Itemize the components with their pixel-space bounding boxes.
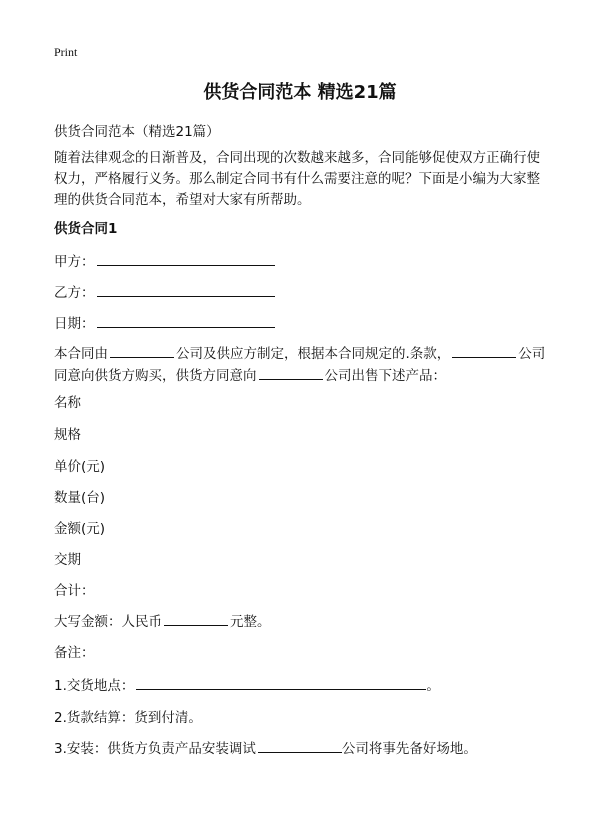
remarks-label: 备注： (54, 645, 95, 661)
term-payment: 2.货款结算：货到付清。 (54, 710, 202, 726)
party-a-label: 甲方： (54, 254, 95, 270)
intro-paragraph: 随着法律观念的日渐普及，合同出现的次数越来越多，合同能够促使双方正确行使权力，严格履行义务。那么制定合同书有什么需要注意的呢？下面是小编为大家整理的供货合同范本，希望对大家有所帮助。 (54, 150, 540, 208)
amount-blank (164, 611, 228, 626)
install-prefix: 3.安装：供货方负责产品安装调试 (54, 741, 256, 757)
term-delivery-location (54, 674, 440, 694)
install-suffix: 公司将事先备好场地。 (341, 741, 477, 757)
product-field-amount: 金额(元) (54, 521, 106, 537)
party-a-field (54, 250, 275, 270)
term-installation (54, 737, 477, 757)
agreement-blank-1 (110, 343, 174, 358)
document-subtitle: 供货合同范本（精选21篇） (54, 124, 220, 140)
date-field (54, 312, 275, 332)
delivery-suffix: 。 (426, 678, 440, 694)
party-b-blank (97, 282, 275, 297)
agreement-text-4: 公司出售下述产品： (324, 368, 446, 384)
date-blank (97, 313, 275, 328)
section-heading: 供货合同1 (54, 221, 118, 237)
party-a-blank (97, 251, 275, 266)
amount-line (54, 610, 271, 630)
agreement-blank-2 (452, 343, 516, 358)
product-field-name: 名称 (54, 395, 81, 411)
agreement-blank-3 (259, 365, 323, 380)
delivery-blank (136, 675, 426, 690)
agreement-paragraph (54, 343, 550, 387)
agreement-text-2: 公司及供应方制定，根据本合同规定的.条款， (176, 346, 451, 362)
product-field-quantity: 数量(台) (54, 490, 106, 506)
amount-suffix: 元整。 (230, 614, 271, 630)
product-field-unit-price: 单价(元) (54, 459, 106, 475)
date-label: 日期： (54, 316, 95, 332)
total-label: 合计： (54, 583, 95, 599)
delivery-prefix: 1.交货地点： (54, 678, 135, 694)
party-b-label: 乙方： (54, 285, 95, 301)
agreement-text-3: 公司同意向供货方购买，供货方同意向 (54, 346, 546, 384)
install-blank (258, 738, 342, 753)
product-field-spec: 规格 (54, 427, 81, 443)
amount-prefix: 大写金额：人民币 (54, 614, 162, 630)
agreement-text-1: 本合同由 (54, 346, 108, 362)
print-link[interactable]: Print (54, 45, 78, 59)
party-b-field (54, 281, 275, 301)
product-field-delivery: 交期 (54, 552, 81, 568)
document-title: 供货合同范本 精选21篇 (203, 82, 397, 103)
